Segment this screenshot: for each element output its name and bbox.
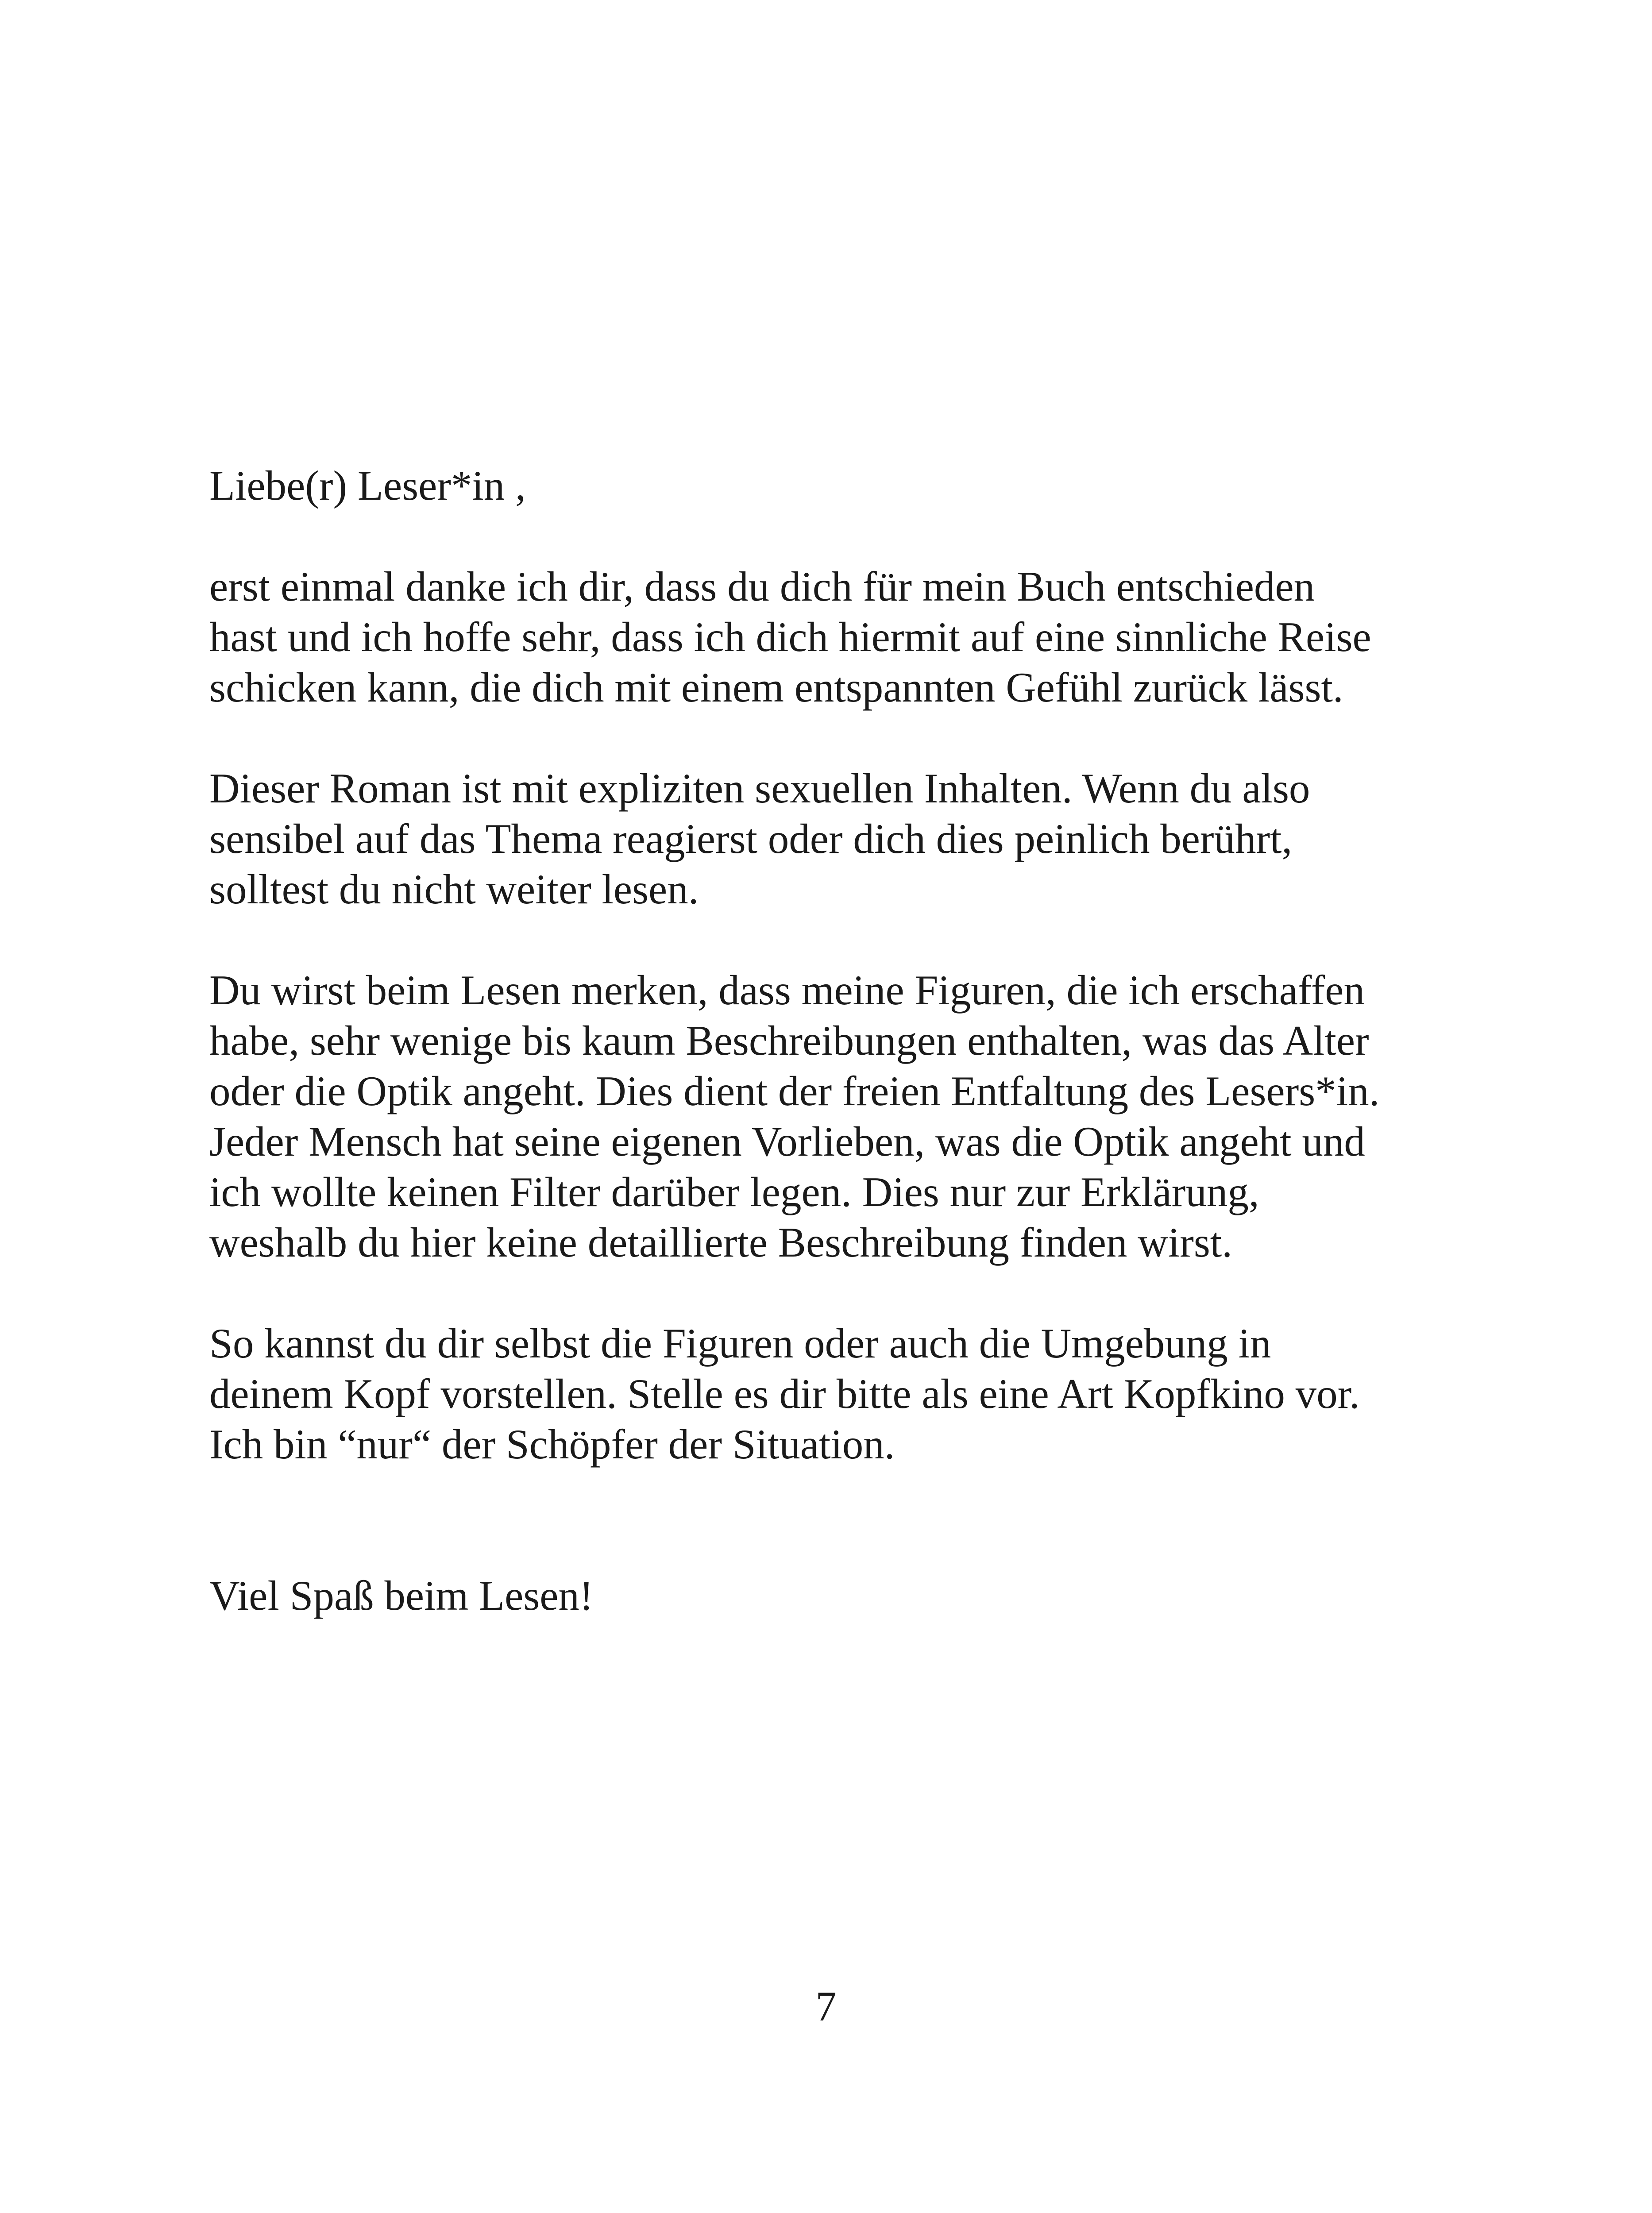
paragraph-line: Dieser Roman ist mit expliziten sexuellen Inhalten. Wenn du also bbox=[209, 765, 1310, 812]
paragraph-line: ich wollte keinen Filter darüber legen. Dies nur zur Erklärung, bbox=[209, 1168, 1259, 1215]
page-number: 7 bbox=[815, 1983, 837, 2030]
paragraph-line: solltest du nicht weiter lesen. bbox=[209, 866, 699, 913]
paragraph-line: schicken kann, die dich mit einem entspannten Gefühl zurück lässt. bbox=[209, 664, 1343, 711]
paragraph-content-warning bbox=[209, 763, 1537, 914]
paragraph-line: erst einmal danke ich dir, dass du dich für mein Buch entschieden bbox=[209, 563, 1315, 610]
salutation: Liebe(r) Leser*in , bbox=[209, 462, 526, 509]
paragraph-line: Ich bin “nur“ der Schöpfer der Situation. bbox=[209, 1421, 895, 1468]
paragraph-thanks bbox=[209, 561, 1537, 713]
paragraph-characters bbox=[209, 965, 1537, 1268]
paragraph-line: So kannst du dir selbst die Figuren oder auch die Umgebung in bbox=[209, 1320, 1271, 1367]
closing: Viel Spaß beim Lesen! bbox=[209, 1572, 594, 1619]
letter-body bbox=[209, 460, 1537, 1621]
paragraph-line: weshalb du hier keine detaillierte Beschreibung finden wirst. bbox=[209, 1219, 1232, 1266]
paragraph-line: Jeder Mensch hat seine eigenen Vorlieben, was die Optik angeht und bbox=[209, 1118, 1365, 1165]
paragraph-imagination bbox=[209, 1318, 1537, 1469]
paragraph-line: Du wirst beim Lesen merken, dass meine Figuren, die ich erschaffen bbox=[209, 967, 1365, 1014]
paragraph-line: deinem Kopf vorstellen. Stelle es dir bitte als eine Art Kopfkino vor. bbox=[209, 1370, 1360, 1417]
paragraph-line: hast und ich hoffe sehr, dass ich dich hiermit auf eine sinnliche Reise bbox=[209, 613, 1371, 660]
paragraph-line: habe, sehr wenige bis kaum Beschreibungen enthalten, was das Alter bbox=[209, 1017, 1369, 1064]
paragraph-line: oder die Optik angeht. Dies dient der freien Entfaltung des Lesers*in. bbox=[209, 1068, 1380, 1114]
paragraph-line: sensibel auf das Thema reagierst oder dich dies peinlich berührt, bbox=[209, 815, 1293, 862]
